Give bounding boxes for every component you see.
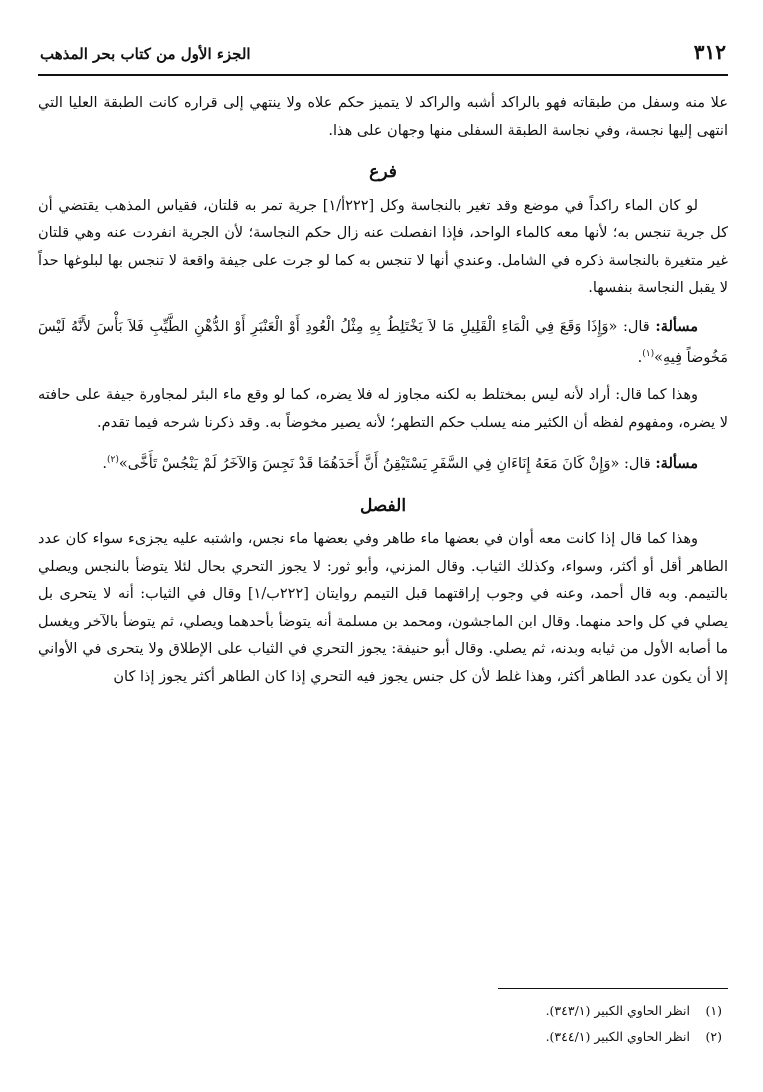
- paragraph-3: وهذا كما قال: أراد لأنه ليس بمختلط به لكنه مجاوز له فلا يضره، كما لو وقع ماء البئر لمجاورة جيفة على حافته لا يضره، ومفهوم لفظه أن الكثير منه يسلب حكم التطهر؛ لأنه يصير مخوضاً به. وقد ذكرنا شرحه فيما تقدم.: [38, 387, 728, 431]
- paragraph-1: علا منه وسفل من طبقاته فهو بالراكد أشبه والراكد لا يتميز حكم علاه ولا ينتهي إلى قراره كانت الطبقة العليا التي انتهى إليها نجسة، وفي نجاسة الطبقة السفلى منها وجهان على هذا.: [38, 95, 728, 139]
- paragraph-2: لو كان الماء راكداً في موضع وقد تغير بالنجاسة وكل [٢٢٢أ/١] جرية تمر به قلتان، فقياس المذهب يقتضي أن كل جرية تنجس به؛ لأنها معه كالماء الواحد، فإذا انفصلت عنه زال حكم النجاسة؛ لأن الجرية انفردت عنه وهي قلتان غير متغيرة بالنجاسة ذكره في الشامل. وعندي أنها لا تنجس به كما لو جرت على جيفة واقعة لا تنجس بها لبلوغها حداً لا يقبل النجاسة بنفسها.: [38, 197, 728, 296]
- section-heading-fasl: الفصل: [359, 495, 407, 516]
- masala-1-label: مسألة:: [655, 317, 699, 335]
- masala-2: [38, 447, 728, 478]
- masala-2-end: .: [102, 456, 107, 473]
- footnote-1: [546, 998, 722, 1024]
- masala-2-label: مسألة:: [655, 455, 698, 473]
- masala-1: [38, 313, 728, 373]
- footnotes: [546, 998, 722, 1050]
- footnote-2-number: (٢): [705, 1029, 722, 1044]
- section-heading-far: فرع: [369, 162, 397, 182]
- footnote-separator: [498, 988, 728, 989]
- masala-2-text: قال: «وَإِنْ كَانَ مَعَهُ إِنَاءَانِ فِي السَّفَرِ يَسْتَيْقِنُ أَنَّ أَحَدَهُمَا قَدْ نَجِسَ وَالآخَرُ لَمْ يَنْجُسْ تَأَخَّى»: [118, 456, 651, 473]
- footnote-1-text: انظر الحاوي الكبير (٣٤٣/١).: [545, 1003, 691, 1018]
- page-body: [38, 90, 728, 691]
- page-number: ٣١٢: [693, 40, 726, 64]
- paragraph-4: وهذا كما قال إذا كانت معه أوان في بعضها ماء طاهر وفي بعضها ماء نجس، واشتبه عليه يجزىء سواء كان عدد الطاهر أقل أو أكثر، وسواء، وكذلك الثياب. وقال المزني، وأبو ثور: لا يجوز التحري بحال لئلا يتوضأ بالنجس ويصلي بالتيمم. وبه قال أحمد، وعنه في وجوب إراقتهما قبل التيمم روايتان [٢٢٢ب/١] وقال في الثياب: أنه لا يتحرى بل يصلي في كل واحد منهما. وقال ابن الماجشون، ومحمد بن مسلمة أنه يتوضأ بأحدهما ويصلي، ثم يتوضأ بالآخر ويغسل ما أصابه الأول من ثيابه وبدنه، ثم يصلي. وقال أبو حنيفة: يجوز التحري في الثياب على الإطلاق ولا يتحرى في الأواني إلا أن يكون عدد الطاهر أكثر، وهذا غلط لأن كل جنس يجوز فيه التحري إذا كان الطاهر أكثر يجوز إذا كان: [38, 531, 728, 685]
- footnote-ref-1: (١): [642, 349, 655, 359]
- footnote-2: [546, 1024, 722, 1050]
- footnote-ref-2: (٢): [106, 455, 119, 466]
- document-page: [38, 40, 728, 1050]
- footnote-2-text: انظر الحاوي الكبير (٣٤٤/١).: [545, 1029, 691, 1044]
- masala-1-text: قال: «وَإِذَا وَقَعَ فِي الْمَاءِ الْقَلِيلِ مَا لاَ يَخْتَلِطُ بِهِ مِثْلُ الْعُودِ أَوْ الْعَنْبَرِ أَوْ الدُّهْنِ الطَّيِّبِ فَلاَ بَأْسَ لأَنَّهُ لَيْسَ مَخُوضاً فِيهِ»: [38, 318, 728, 366]
- masala-1-end: .: [637, 349, 643, 366]
- page-header: [38, 40, 728, 76]
- running-title: الجزء الأول من كتاب بحر المذهب: [40, 45, 251, 63]
- footnote-1-number: (١): [705, 1003, 722, 1018]
